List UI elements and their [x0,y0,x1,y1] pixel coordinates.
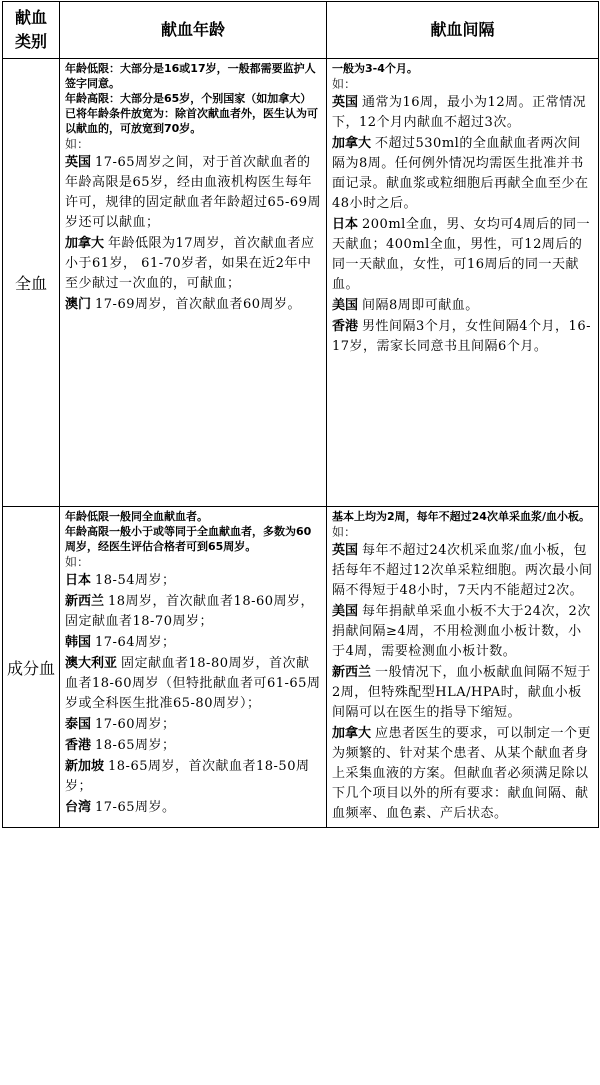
country-entry [332,602,594,662]
country-entry [65,295,322,315]
interval-note: 基本上均为2周，每年不超过24次单采血浆/血小板。 [332,510,590,523]
country-entry [65,654,322,714]
country-detail: 17-65周岁之间，对于首次献血者的年龄高限是65岁，经由血液机构医生每年许可，规律的固定献血者年龄超过65-69周岁还可以献血； [65,155,321,230]
example-label: 如： [332,77,357,91]
country-name: 新西兰 [65,594,105,609]
country-name: 新西兰 [332,665,372,680]
country-entry [332,317,594,357]
category-component-blood: 成分血 [3,507,60,828]
country-entry [65,757,322,797]
component-blood-interval-cell [327,507,599,828]
country-name: 香港 [65,738,92,753]
country-name: 美国 [332,604,359,619]
country-detail: 每年捐献单采血小板不大于24次，2次捐献间隔≥4周，不用检测血小板计数，小于4周，需要检测血小板计数。 [332,604,591,659]
country-detail: 间隔8周即可献血。 [362,298,479,313]
country-detail: 男性间隔3个月，女性间隔4个月，16-17岁，需家长同意书且间隔6个月。 [332,319,591,354]
header-category [3,2,60,59]
country-name: 英国 [332,543,359,558]
country-name: 英国 [332,95,359,110]
country-name: 韩国 [65,635,92,650]
country-detail: 18-65周岁，首次献血者18-50周岁； [65,759,310,794]
header-interval: 献血间隔 [327,2,599,59]
component-blood-age-cell [60,507,327,828]
country-name: 加拿大 [332,136,372,151]
country-detail: 固定献血者18-80周岁，首次献血者18-60周岁（但特批献血者可61-65周岁或全科医生批准65-80周岁）； [65,656,321,711]
country-name: 加拿大 [332,726,372,741]
country-name: 香港 [332,319,359,334]
country-detail: 18周岁，首次献血者18-60周岁，固定献血者18-70周岁； [65,594,315,629]
example-label: 如： [65,555,90,569]
whole-blood-interval-cell [327,59,599,507]
age-note: 年龄低限一般同全血献血者。 [65,510,208,523]
example-label: 如： [65,137,90,151]
country-entry [65,633,322,653]
header-category-line1: 献血 [14,8,47,27]
country-entry [65,234,322,294]
country-name: 新加坡 [65,759,105,774]
country-entry [332,134,594,214]
country-detail: 18-54周岁； [95,573,176,588]
country-detail: 不超过530ml的全血献血者两次间隔为8周。任何例外情况均需医生批准并书面记录。献血浆或粒细胞后再献全血至少在48小时之后。 [332,136,589,211]
country-entry [65,736,322,756]
country-entry [332,541,594,601]
country-name: 澳门 [65,297,92,312]
country-name: 加拿大 [65,236,105,251]
country-detail: 18-65周岁； [95,738,176,753]
age-note: 年龄高限：大部分是65岁，个别国家（如加拿大）已将年龄条件放宽为：除首次献血者外，医生认为可以献血的，可放宽到70岁。 [65,92,318,135]
country-detail: 17-64周岁； [95,635,176,650]
row-whole-blood [3,59,599,507]
country-entry [332,215,594,295]
country-entry [65,153,322,233]
country-entry [332,663,594,723]
header-category-line2: 类别 [14,32,47,51]
country-detail: 应患者医生的要求，可以制定一个更为频繁的、针对某个患者、从某个献血者身上采集血液的方案。但献血者必须满足除以下几个项目以外的所有要求：献血间隔、献血频率、血色素、产后状态。 [332,726,592,821]
interval-note: 一般为3-4个月。 [332,62,418,75]
country-name: 台湾 [65,800,92,815]
age-note: 年龄低限：大部分是16或17岁，一般都需要监护人签字同意。 [65,62,316,90]
country-name: 泰国 [65,717,92,732]
country-detail: 年龄低限为17周岁，首次献血者应小于61岁， 61-70岁者，如果在近2年中至少献过一次血的，可献血； [65,236,315,291]
age-note: 年龄高限一般小于或等同于全血献血者，多数为60周岁，经医生评估合格者可到65周岁。 [65,525,312,553]
country-detail: 17-69周岁，首次献血者60周岁。 [95,297,302,312]
country-detail: 17-65周岁。 [95,800,176,815]
country-detail: 17-60周岁； [95,717,176,732]
blood-donation-table [2,1,599,828]
country-entry [65,592,322,632]
country-name: 日本 [65,573,92,588]
country-entry [65,715,322,735]
category-whole-blood: 全血 [3,59,60,507]
country-entry [332,724,594,824]
row-component-blood [3,507,599,828]
country-detail: 200ml全血，男、女均可4周后的同一天献血；400ml全血，男性，可12周后的同一天献血，女性，可16周后的同一天献血。 [332,217,591,292]
country-entry [332,296,594,316]
country-entry [332,93,594,133]
header-row [3,2,599,59]
country-entry [65,798,322,818]
country-entry [65,571,322,591]
whole-blood-age-cell [60,59,327,507]
country-name: 美国 [332,298,359,313]
country-name: 英国 [65,155,92,170]
header-age: 献血年龄 [60,2,327,59]
country-name: 日本 [332,217,359,232]
country-detail: 一般情况下，血小板献血间隔不短于2周，但特殊配型HLA/HPA时，献血小板间隔可以在医生的指导下缩短。 [332,665,592,720]
country-detail: 通常为16周，最小为12周。正常情况下，12个月内献血不超过3次。 [332,95,587,130]
country-name: 澳大利亚 [65,656,118,671]
example-label: 如： [332,525,357,539]
country-detail: 每年不超过24次机采血浆/血小板，包括每年不超过12次单采粒细胞。两次最小间隔不得短于48小时，7天内不能超过2次。 [332,543,593,598]
